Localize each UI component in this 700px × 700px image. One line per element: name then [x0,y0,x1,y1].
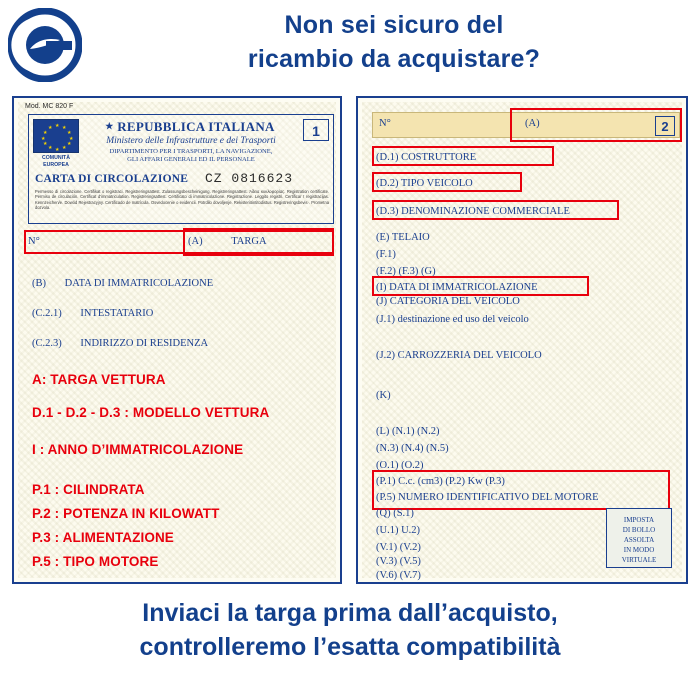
annotation-cilindrata: P.1 : CILINDRATA [32,482,145,497]
paper-background [18,102,336,578]
department-line-1: DIPARTIMENTO PER I TRASPORTI, LA NAVIGAZIONE, [109,148,273,155]
stamp-line-2: DI BOLLO [622,526,656,534]
field-row-v6-v7: (V.6) (V.7) [376,570,421,581]
field-value-targa: TARGA [231,236,267,247]
stamp-line-1: IMPOSTA [623,516,655,524]
field-row-j: (J) CATEGORIA DEL VEICOLO [376,296,520,307]
annotation-modello: D.1 - D.2 - D.3 : MODELLO VETTURA [32,405,270,420]
field-row-f1: (F.1) [376,249,396,260]
field-row-l-n1-n2: (L) (N.1) (N.2) [376,426,440,437]
field-row-k: (K) [376,390,391,401]
department-title [85,148,297,165]
card-title: CARTA DI CIRCOLAZIONE [35,173,189,185]
field-row-n3-n4-n5: (N.3) (N.4) (N.5) [376,443,449,454]
field-row-registration-date [32,278,213,289]
headline-line-2: ricambio da acquistare? [247,45,541,73]
page-title [96,8,692,76]
field-key-b: (B) [32,278,46,289]
field-label-owner: INTESTATARIO [80,308,154,319]
strip-number-label: N° [379,118,391,129]
stamp-line-4: IN MODO [623,546,655,554]
field-row-address [32,338,208,349]
field-row-d1: (D.1) COSTRUTTORE [376,152,477,163]
duty-stamp [606,508,672,568]
field-label-registration-date: DATA DI IMMATRICOLAZIONE [64,278,214,289]
paper-background-2 [362,102,682,581]
field-row-e: (E) TELAIO [376,232,430,243]
registration-document-page-2 [356,96,688,584]
field-row-j1: (J.1) destinazione ed uso del veicolo [376,314,529,325]
annotation-tipo-motore: P.5 : TIPO MOTORE [32,554,159,569]
page-number-badge-2: 2 [655,116,675,136]
mod-code: Mod. MC 820 F [25,103,74,110]
republic-title [85,119,295,135]
footer-line-1: Inviaci la targa prima dall’acquisto, [142,599,558,627]
annotation-targa: A: TARGA VETTURA [32,372,166,387]
document-header-strip [372,112,680,138]
field-key-number: N° [28,236,40,247]
field-key-c21: (C.2.1) [32,308,62,319]
field-key-c23: (C.2.3) [32,338,62,349]
field-row-owner [32,308,153,319]
eu-label-line-1: COMUNITÀ [42,155,70,161]
header [0,0,700,92]
field-row-d2: (D.2) TIPO VEICOLO [376,178,473,189]
field-row-d3: (D.3) DENOMINAZIONE COMMERCIALE [376,206,570,217]
field-row-o1-o2: (O.1) (O.2) [376,460,424,471]
annotation-alimentazione: P.3 : ALIMENTAZIONE [32,530,174,545]
field-label-address: INDIRIZZO DI RESIDENZA [80,338,209,349]
field-key-a: (A) [188,236,203,247]
annotation-potenza: P.2 : POTENZA IN KILOWATT [32,506,220,521]
field-row-v1-v2: (V.1) (V.2) [376,542,421,553]
multilingual-fineprint: Permesso di circolazione. Certifikat o registraci. Registreringsattest. Zulassungsbescheinigung. Registreringsattest. Άδεια κυκλοφορίας. Registration certificate. Permiso de circulación. Certificat d'immatriculation. Registreringsattest. Certificato di immatricolazione. Registrazione. Leggito registri. Certificar ī registracijas. Kennzeichen/e. Dowód Rejestracyjny. Certificado de matrícula. Osvedocenie o evidencii. Potrdilo dovoljenje. Rekisteriöintitodistus. Registreringsbevis·. Prometna dozvola. [35,189,329,211]
page-number-badge-1: 1 [303,119,329,141]
stamp-line-3: ASSOLTA [623,536,655,544]
field-row-q-s1: (Q) (S.1) [376,508,414,519]
field-row-i: (I) DATA DI IMMATRICOLAZIONE [376,282,538,293]
field-row-u1-u2: (U.1) U.2) [376,525,421,536]
card-code: CZ 0816623 [205,171,294,186]
stamp-line-5: VIRTUALE [621,556,657,564]
field-row-number [28,236,40,247]
eu-label-line-2: EUROPEA [43,161,69,168]
annotation-anno: I : ANNO D’IMMATRICOLAZIONE [32,442,244,457]
star-icon: ★ [105,121,114,131]
field-row-p1-p2-p3: (P.1) C.c. (cm3) (P.2) Kw (P.3) [376,476,505,487]
field-row-p5: (P.5) NUMERO IDENTIFICATIVO DEL MOTORE [376,492,599,503]
footer-line-2: controlleremo l’esatta compatibilità [139,633,561,661]
department-line-2: GLI AFFARI GENERALI ED IL PERSONALE [127,156,255,164]
footer-call-to-action [0,596,700,664]
field-row-j2: (J.2) CARROZZERIA DEL VEICOLO [376,350,542,361]
registration-document-page-1 [12,96,342,584]
ministry-title: Ministero delle Infrastrutture e dei Trasporti [106,136,276,146]
highlight-box-targa [24,230,334,254]
field-row-v3-v5: (V.3) (V.5) [376,556,421,567]
eu-flag-icon: ★ ★ ★ ★ ★ ★ ★ ★ ★ ★ ★ ★ COMUNITÀ EUROPEA [33,119,79,175]
field-row-targa [188,236,267,247]
document-header-card [28,114,334,224]
company-logo [8,8,82,82]
field-row-f2-f3-g: (F.2) (F.3) (G) [376,266,436,277]
republic-title-text: REPUBBLICA ITALIANA [117,119,275,134]
headline-line-1: Non sei sicuro del [284,11,504,39]
strip-a-label: (A) [525,118,540,129]
